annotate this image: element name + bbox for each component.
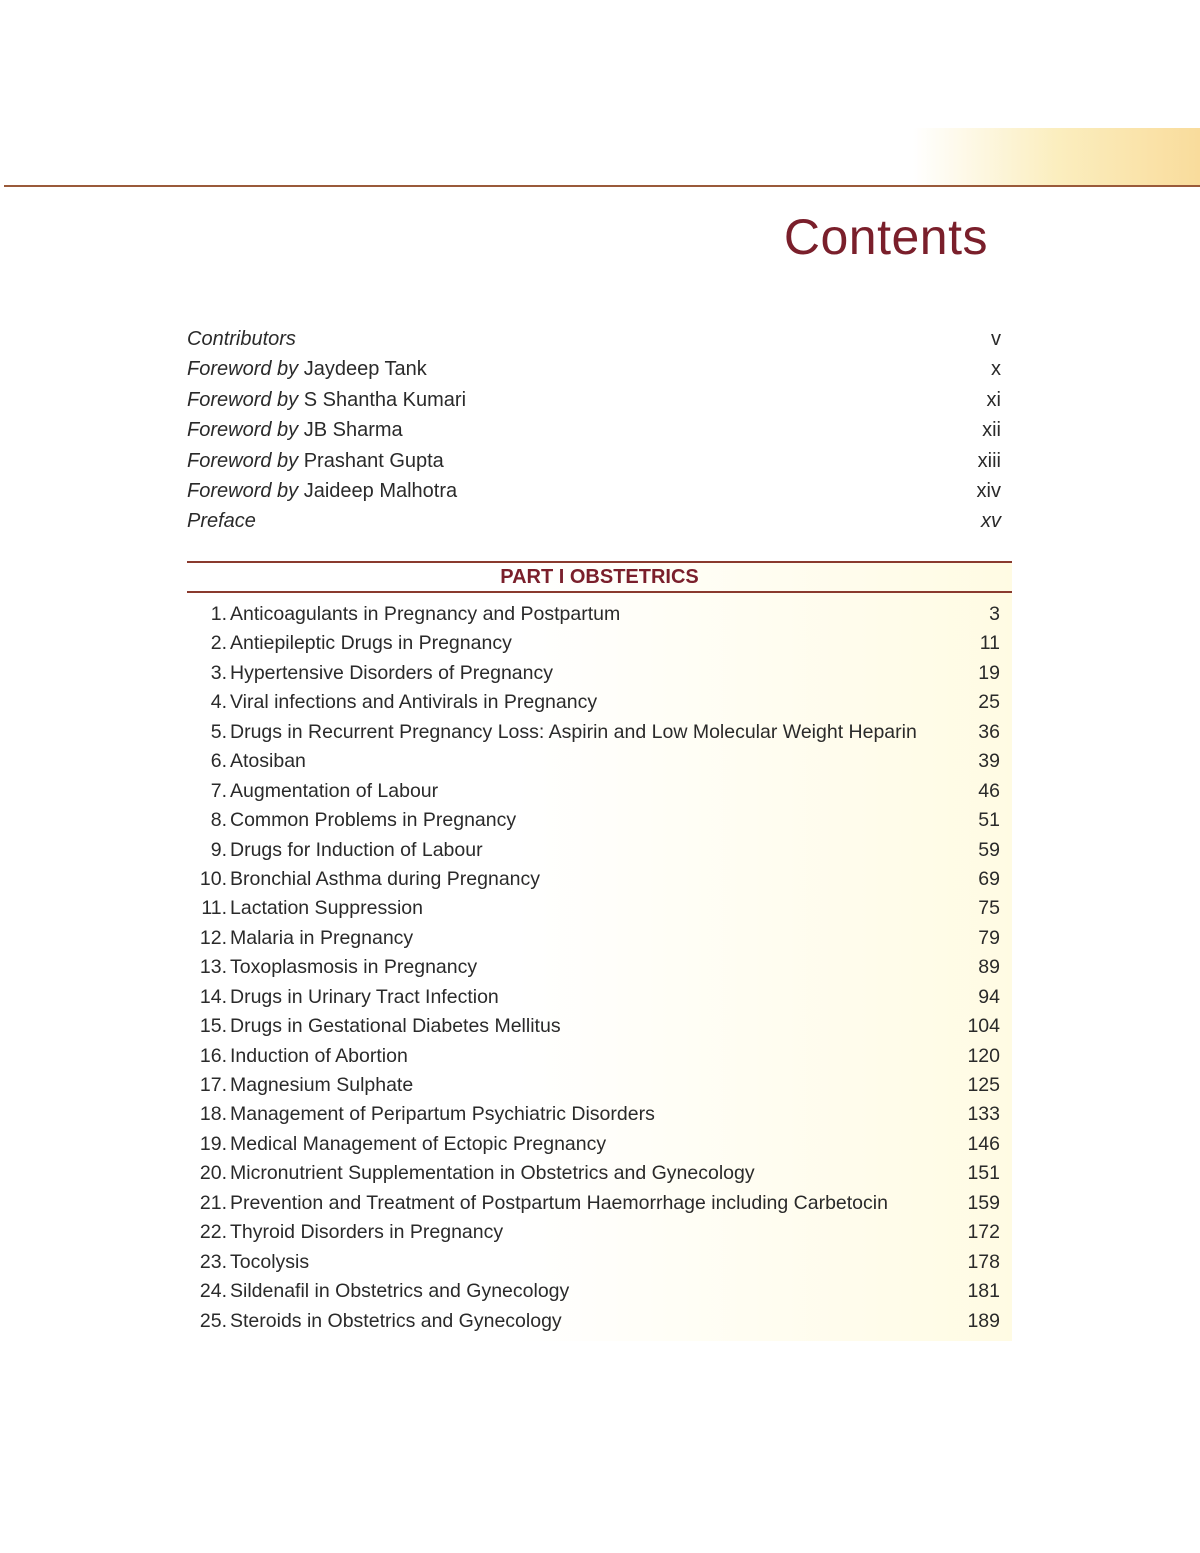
chapter-number: 6. bbox=[210, 750, 227, 773]
chapter-row[interactable] bbox=[187, 600, 1012, 629]
front-matter-item[interactable]: Contributors v bbox=[187, 324, 1001, 354]
chapter-number: 5. bbox=[210, 720, 227, 743]
chapter-title: Steroids in Obstetrics and Gynecology bbox=[230, 1309, 562, 1332]
chapter-title: Malaria in Pregnancy bbox=[230, 926, 414, 949]
page-number: 19 bbox=[978, 661, 1000, 684]
chapter-title: Thyroid Disorders in Pregnancy bbox=[230, 1221, 504, 1244]
front-matter-item[interactable]: Preface xv bbox=[187, 506, 1001, 536]
page-number: 69 bbox=[978, 867, 1000, 890]
chapter-row[interactable] bbox=[187, 718, 1012, 747]
page-number: 120 bbox=[967, 1044, 1000, 1067]
chapter-row[interactable] bbox=[187, 1130, 1012, 1159]
chapter-title: Atosiban bbox=[230, 750, 306, 773]
page-number: 133 bbox=[967, 1103, 1000, 1126]
page-number: xiv bbox=[976, 479, 1001, 502]
chapter-row[interactable] bbox=[187, 836, 1012, 865]
page-number: 39 bbox=[978, 750, 1000, 773]
page-number: 25 bbox=[978, 691, 1000, 714]
chapter-row[interactable] bbox=[187, 1218, 1012, 1247]
chapter-number: 24. bbox=[199, 1280, 227, 1303]
chapter-title: Medical Management of Ectopic Pregnancy bbox=[230, 1132, 607, 1155]
chapter-title: Tocolysis bbox=[230, 1250, 310, 1273]
chapter-number: 22. bbox=[199, 1221, 227, 1244]
chapter-row[interactable] bbox=[187, 659, 1012, 688]
page-title: Contents bbox=[783, 209, 988, 265]
chapter-number: 17. bbox=[199, 1074, 227, 1096]
chapter-title: Lactation Suppression bbox=[230, 897, 423, 920]
chapter-title: Induction of Abortion bbox=[230, 1044, 408, 1067]
page-number: 75 bbox=[978, 897, 1000, 920]
page-number: 181 bbox=[967, 1280, 1000, 1303]
front-matter-item[interactable]: Foreword by Jaideep Malhotra xiv bbox=[187, 476, 1001, 506]
page-number: 178 bbox=[967, 1250, 1000, 1273]
chapter-row[interactable] bbox=[187, 1307, 1012, 1336]
chapter-number: 13. bbox=[199, 956, 227, 979]
chapter-title: Magnesium Sulphate bbox=[230, 1074, 414, 1096]
page-number: x bbox=[991, 358, 1001, 381]
chapter-number: 20. bbox=[199, 1162, 227, 1185]
chapter-number: 3. bbox=[210, 661, 227, 684]
chapter-row[interactable] bbox=[187, 688, 1012, 717]
chapter-title: Bronchial Asthma during Pregnancy bbox=[230, 867, 541, 890]
chapter-number: 12. bbox=[199, 926, 227, 949]
chapter-title: Anticoagulants in Pregnancy and Postpartum bbox=[230, 603, 621, 625]
chapter-row[interactable] bbox=[187, 1277, 1012, 1306]
page-number: 172 bbox=[967, 1221, 1000, 1244]
chapter-title: Micronutrient Supplementation in Obstetrics and Gynecology bbox=[230, 1162, 755, 1185]
chapter-number: 10. bbox=[199, 867, 227, 890]
chapter-number: 15. bbox=[199, 1015, 227, 1038]
chapter-number: 1. bbox=[210, 603, 227, 625]
chapter-row[interactable] bbox=[187, 629, 1012, 658]
chapter-title: Management of Peripartum Psychiatric Disorders bbox=[230, 1103, 655, 1126]
chapter-row[interactable] bbox=[187, 1012, 1012, 1041]
chapter-title: Sildenafil in Obstetrics and Gynecology bbox=[230, 1280, 570, 1303]
page-number: 36 bbox=[978, 720, 1000, 743]
chapter-row[interactable] bbox=[187, 1159, 1012, 1188]
page-number: 125 bbox=[967, 1074, 1000, 1096]
chapter-row[interactable] bbox=[187, 1189, 1012, 1218]
chapter-title: Drugs for Induction of Labour bbox=[230, 838, 483, 861]
chapter-number: 16. bbox=[199, 1044, 227, 1067]
page-number: xi bbox=[986, 388, 1001, 411]
chapter-number: 2. bbox=[210, 632, 227, 655]
page-number: xiii bbox=[977, 449, 1001, 472]
chapter-row[interactable] bbox=[187, 806, 1012, 835]
chapter-number: 9. bbox=[210, 838, 227, 861]
front-matter-item[interactable]: Foreword by JB Sharma xii bbox=[187, 415, 1001, 445]
header-band bbox=[4, 128, 1200, 187]
page-number: 11 bbox=[979, 632, 1000, 655]
page-number: 146 bbox=[967, 1132, 1000, 1155]
chapter-number: 25. bbox=[199, 1309, 227, 1332]
chapter-title: Hypertensive Disorders of Pregnancy bbox=[230, 661, 553, 684]
front-matter-item[interactable]: Foreword by Prashant Gupta xiii bbox=[187, 446, 1001, 476]
chapter-row[interactable] bbox=[187, 1071, 1012, 1100]
chapter-list bbox=[187, 600, 1012, 1336]
chapter-title: Antiepileptic Drugs in Pregnancy bbox=[230, 632, 512, 655]
chapter-row[interactable] bbox=[187, 1042, 1012, 1071]
page-number: 159 bbox=[967, 1191, 1000, 1214]
chapter-title: Drugs in Urinary Tract Infection bbox=[230, 985, 499, 1008]
chapter-title: Viral infections and Antivirals in Pregnancy bbox=[230, 691, 598, 714]
chapter-number: 23. bbox=[199, 1250, 227, 1273]
page-number: 151 bbox=[967, 1162, 1000, 1185]
page-number: 79 bbox=[978, 926, 1000, 949]
chapter-row[interactable] bbox=[187, 983, 1012, 1012]
chapter-row[interactable] bbox=[187, 865, 1012, 894]
chapter-row[interactable] bbox=[187, 777, 1012, 806]
page-number: xii bbox=[982, 419, 1001, 442]
chapter-number: 11. bbox=[201, 897, 227, 920]
chapter-title: Augmentation of Labour bbox=[230, 779, 439, 802]
page-number: 104 bbox=[967, 1015, 1000, 1038]
page-number: 51 bbox=[978, 809, 1000, 832]
part-section bbox=[187, 561, 1012, 1341]
page-number: 94 bbox=[978, 985, 1000, 1008]
chapter-number: 8. bbox=[210, 809, 227, 832]
chapter-title: Drugs in Gestational Diabetes Mellitus bbox=[230, 1015, 561, 1038]
chapter-number: 14. bbox=[199, 985, 227, 1008]
chapter-number: 21. bbox=[199, 1191, 227, 1214]
chapter-number: 18. bbox=[199, 1103, 227, 1126]
chapter-row[interactable] bbox=[187, 747, 1012, 776]
part-heading: PART I OBSTETRICS bbox=[187, 561, 1012, 593]
chapter-row[interactable] bbox=[187, 1100, 1012, 1129]
page-number: 46 bbox=[978, 779, 1000, 802]
chapter-row[interactable] bbox=[187, 953, 1012, 982]
page-number: v bbox=[991, 328, 1001, 350]
chapter-number: 7. bbox=[210, 779, 227, 802]
chapter-title: Toxoplasmosis in Pregnancy bbox=[230, 956, 478, 979]
page-number: 3 bbox=[989, 603, 1000, 625]
chapter-title: Prevention and Treatment of Postpartum Haemorrhage including Carbetocin bbox=[230, 1191, 888, 1214]
chapter-title: Drugs in Recurrent Pregnancy Loss: Aspirin and Low Molecular Weight Heparin bbox=[230, 720, 917, 743]
page-number: 89 bbox=[978, 956, 1000, 979]
page-number: 59 bbox=[978, 838, 1000, 861]
front-matter-item[interactable]: Foreword by Jaydeep Tank x bbox=[187, 354, 1001, 384]
chapter-row[interactable] bbox=[187, 894, 1012, 923]
page-number: xv bbox=[981, 510, 1001, 533]
chapter-row[interactable] bbox=[187, 1248, 1012, 1277]
chapter-number: 19. bbox=[199, 1132, 227, 1155]
chapter-row[interactable] bbox=[187, 924, 1012, 953]
front-matter-list bbox=[187, 324, 1001, 537]
page-number: 189 bbox=[967, 1309, 1000, 1332]
front-matter-item[interactable]: Foreword by S Shantha Kumari xi bbox=[187, 385, 1001, 415]
chapter-title: Common Problems in Pregnancy bbox=[230, 809, 517, 832]
chapter-number: 4. bbox=[210, 691, 227, 714]
